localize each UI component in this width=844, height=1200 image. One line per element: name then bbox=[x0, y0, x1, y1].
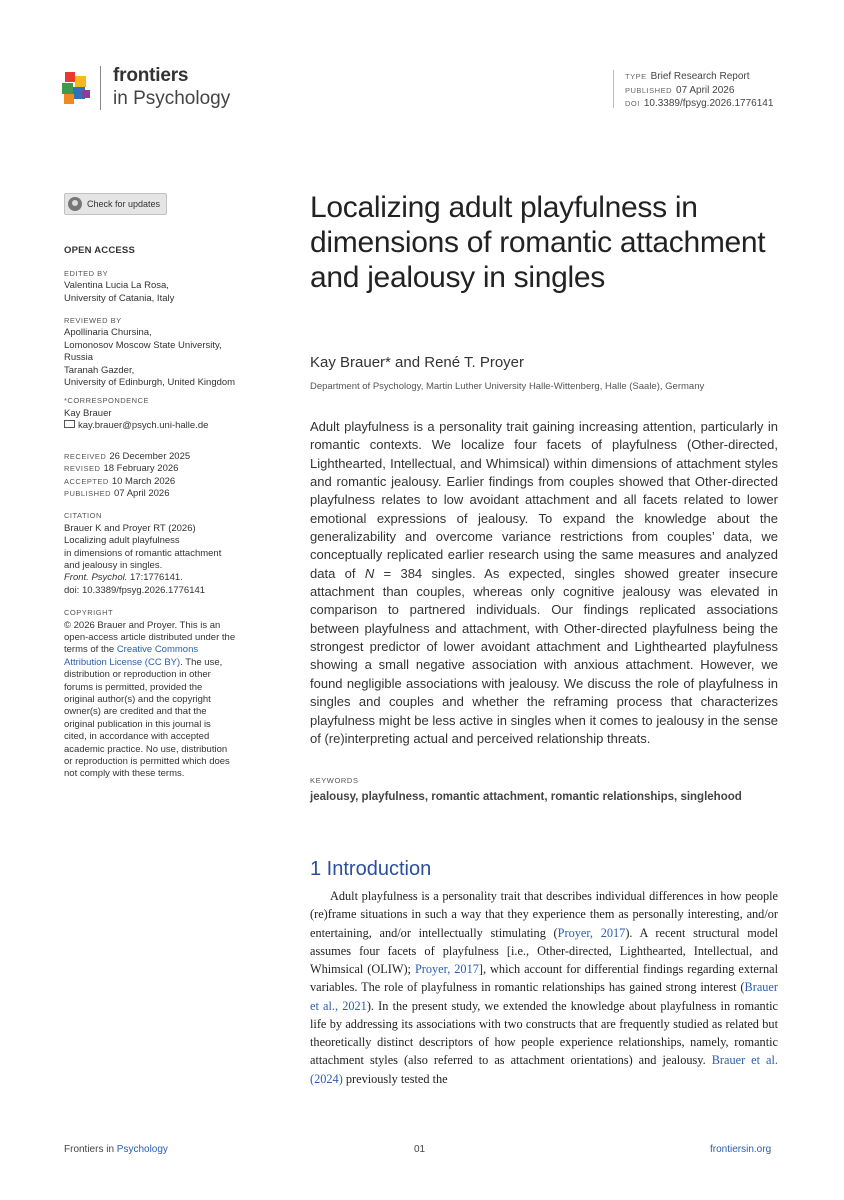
check-updates-label: Check for updates bbox=[87, 198, 161, 209]
date-value: 10 March 2026 bbox=[111, 475, 176, 487]
logo-divider bbox=[100, 66, 101, 110]
citation-journal-line bbox=[64, 572, 260, 584]
correspondence-label: *CORRESPONDENCE bbox=[64, 396, 150, 406]
citation-volume: 17:1776141. bbox=[127, 572, 183, 584]
abstract bbox=[310, 418, 778, 748]
copyright-text: . The use, bbox=[180, 656, 223, 668]
header-divider bbox=[613, 70, 614, 108]
reviewer-line: Apollinaria Chursina, bbox=[64, 327, 152, 339]
abstract-n: N bbox=[364, 565, 375, 581]
copyright-line: © 2026 Brauer and Proyer. This is an bbox=[64, 619, 221, 631]
date-value: 07 April 2026 bbox=[114, 487, 170, 499]
date-row bbox=[64, 451, 260, 463]
citation-link[interactable]: Proyer, 2017 bbox=[557, 925, 626, 940]
doi-value[interactable]: 10.3389/fpsyg.2026.1776141 bbox=[643, 98, 774, 109]
copyright-line: or reproduction is permitted which does bbox=[64, 756, 230, 768]
reviewer-line: University of Edinburgh, United Kingdom bbox=[64, 377, 236, 389]
journal-brand[interactable] bbox=[113, 66, 230, 108]
reviewer-line: Lomonosov Moscow State University, bbox=[64, 339, 222, 351]
copyright-line: original publication in this journal is bbox=[64, 718, 211, 730]
date-value: 18 February 2026 bbox=[103, 463, 179, 475]
copyright-line: forums is permitted, provided the bbox=[64, 681, 203, 693]
copyright-line: academic practice. No use, distribution bbox=[64, 743, 228, 755]
correspondence-email[interactable]: kay.brauer@psych.uni-halle.de bbox=[78, 420, 209, 432]
sidebar bbox=[64, 193, 260, 781]
brand-name: frontiers bbox=[113, 65, 189, 86]
copyright-label: COPYRIGHT bbox=[64, 608, 114, 618]
copyright-line-with-link bbox=[64, 644, 260, 656]
license-link[interactable]: Attribution License (CC BY) bbox=[64, 656, 181, 668]
keywords-label: KEYWORDS bbox=[310, 776, 359, 785]
intro-text: ). In the present study, we extended the knowledge about playfulness in romantic life by addressing its associations with two constructs that are frequently studied as related but theoretically distinct descriptors of how people experience relationships, namely, romantic attachment styles (also referred to as attachment orientations) and jealousy. bbox=[310, 998, 778, 1068]
section-heading: 1 Introduction bbox=[310, 858, 432, 880]
intro-text: Adult playfulness is a personality trait that describes individual differences in how people (re)frame situations in such a way that they experience them as personally interesting, and/or entertaining, and/or intellectually stimulating ( bbox=[310, 889, 778, 940]
editor-affiliation: University of Catania, Italy bbox=[64, 292, 175, 304]
open-access-label: OPEN ACCESS bbox=[64, 245, 136, 257]
copyright-line: owner(s) are credited and that the bbox=[64, 706, 207, 718]
type-value: Brief Research Report bbox=[650, 71, 750, 82]
intro-text: previously tested the bbox=[342, 1071, 448, 1086]
date-label: RECEIVED bbox=[64, 451, 107, 461]
intro-text: ], which account for differential findings regarding external variables. The role of playfulness in romantic relationships has gained strong interest ( bbox=[310, 962, 778, 995]
date-row bbox=[64, 488, 260, 500]
copyright-line: distribution or reproduction in other bbox=[64, 669, 211, 681]
frontiers-logo-icon bbox=[62, 72, 92, 106]
license-link[interactable]: Creative Commons bbox=[116, 644, 199, 656]
date-label: ACCEPTED bbox=[64, 476, 109, 486]
citation-link[interactable]: Brauer et al., 2021 bbox=[310, 980, 778, 1013]
footer-journal-prefix: Frontiers in bbox=[64, 1144, 117, 1155]
citation-line: Localizing adult playfulness bbox=[64, 535, 180, 547]
edited-by-label: EDITED BY bbox=[64, 268, 109, 278]
introduction-paragraph bbox=[310, 887, 778, 1088]
check-updates-icon bbox=[68, 197, 82, 211]
article-affiliation: Department of Psychology, Martin Luther University Halle-Wittenberg, Halle (Saale), Germany bbox=[310, 381, 705, 392]
date-row bbox=[64, 476, 260, 488]
citation-label: CITATION bbox=[64, 511, 102, 521]
citation-line: Brauer K and Proyer RT (2026) bbox=[64, 522, 196, 534]
article-meta bbox=[625, 70, 773, 111]
article-authors: Kay Brauer* and René T. Proyer bbox=[310, 354, 525, 371]
article-title: Localizing adult playfulness in dimensions of romantic attachment and jealousy in singles bbox=[310, 191, 766, 294]
citation-journal: Front. Psychol. bbox=[64, 572, 128, 584]
type-label: TYPE bbox=[625, 72, 647, 81]
mail-icon bbox=[64, 420, 75, 428]
page-number: 01 bbox=[414, 1144, 426, 1155]
copyright-line: not comply with these terms. bbox=[64, 768, 185, 780]
reviewer-line: Russia bbox=[64, 352, 94, 364]
date-row bbox=[64, 463, 260, 475]
footer-journal-accent: Psychology bbox=[116, 1144, 168, 1155]
abstract-text: Adult playfulness is a personality trait gaining increasing attention, particularly in romantic contexts. We localize four facets of playfulness (Other-directed, Lighthearted, Intellectual, and Whimsical) within dimensions of attachment styles and romantic jealousy. Earlier findings from couples showed that Other-directed playfulness relates to low avoidant attachment and all facets related to lower emotional expressions of jealousy. To expand the knowledge about the generalizability and overcome variance restrictions from couples’ data, we conceptually replicated earlier research using the same measures and analyzed data of bbox=[310, 419, 778, 581]
citation-doi[interactable]: doi: 10.3389/fpsyg.2026.1776141 bbox=[64, 584, 206, 596]
copyright-line: open-access article distributed under the bbox=[64, 631, 236, 643]
citation-line: in dimensions of romantic attachment bbox=[64, 547, 222, 559]
copyright-line: cited, in accordance with accepted bbox=[64, 731, 210, 743]
published-label: PUBLISHED bbox=[625, 85, 673, 95]
keywords: jealousy, playfulness, romantic attachment, romantic relationships, singlehood bbox=[310, 791, 742, 803]
citation-link[interactable]: Brauer et al. (2024) bbox=[310, 1053, 778, 1086]
doi-label: DOI bbox=[625, 99, 640, 108]
correspondence-email-row[interactable] bbox=[64, 420, 260, 432]
date-value: 26 December 2025 bbox=[109, 450, 191, 462]
reviewer-line: Taranah Gazder, bbox=[64, 364, 135, 376]
copyright-line: original author(s) and the copyright bbox=[64, 694, 211, 705]
check-updates-button[interactable] bbox=[64, 193, 167, 215]
intro-text: ). A recent structural model assumes four facets of playfulness [i.e., Other-directed, Lighthearted, Intellectual, and Whimsical (OLIW); bbox=[310, 925, 779, 976]
date-label: REVISED bbox=[64, 464, 101, 474]
citation-line: and jealousy in singles. bbox=[64, 559, 163, 571]
footer-journal bbox=[64, 1144, 168, 1155]
copyright-text: terms of the bbox=[64, 644, 117, 656]
editor-name: Valentina Lucia La Rosa, bbox=[64, 280, 169, 292]
footer-site-link[interactable]: frontiersin.org bbox=[710, 1144, 772, 1155]
correspondence-name: Kay Brauer bbox=[64, 407, 112, 419]
abstract-text: = 384 singles. As expected, singles showed greater insecure attachment than couples, whereas only cognitive jealousy was elevated in comparison to partnered individuals. Our findings replicated associations between playfulness and attachment, with Other-directed playfulness being the strongest predictor of lower avoidant attachment and Lighthearted playfulness showing a small negative association with anxious attachment. However, we found negligible associations with jealousy. We discuss the role of playfulness in singles and couples and whether the reframing process that characterizes playfulness might be less active in singles when it comes to jealousy in the sense of (re)interpreting actual and perceived relationship threats. bbox=[310, 565, 778, 746]
copyright-line-with-link bbox=[64, 657, 260, 669]
reviewed-by-label: REVIEWED BY bbox=[64, 316, 122, 326]
citation-link[interactable]: Proyer, 2017 bbox=[414, 962, 479, 976]
brand-subtitle: in Psychology bbox=[113, 88, 231, 109]
published-value: 07 April 2026 bbox=[676, 84, 735, 96]
date-label: PUBLISHED bbox=[64, 488, 112, 498]
